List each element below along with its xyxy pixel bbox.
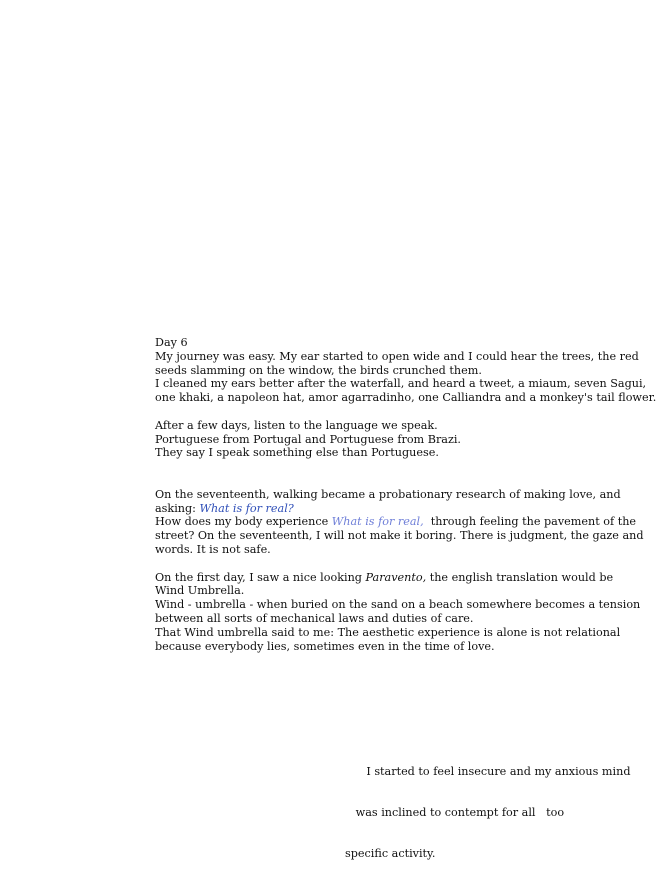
para4-line-1 [155, 571, 660, 585]
para4-line-6: because everybody lies, sometimes even in the time of love. [155, 639, 495, 653]
para2-line-2: Portuguese from Portugal and Portuguese from Brazi. [155, 432, 461, 446]
closing-line-3: specific activity. [345, 847, 436, 861]
closing-line-2: was inclined to contempt for all too [345, 805, 565, 819]
what-is-for-real-link-2[interactable]: What is for real, [331, 515, 424, 529]
para3-line-3-prefix: How does my body experience [155, 515, 332, 529]
para4-line-2: Wind Umbrella. [155, 584, 245, 598]
paragraph-gap-large [155, 460, 660, 488]
para1-line-4: one khaki, a napoleon hat, amor agarradinho, one Calliandra and a monkey's tail flower. [155, 391, 657, 405]
para4-line-3: Wind - umbrella - when buried on the sand on a beach somewhere becomes a tension [155, 598, 641, 612]
para1-line-2: seeds slamming on the window, the birds crunched them. [155, 363, 482, 377]
para2-line-3: They say I speak something else than Portuguese. [155, 446, 439, 460]
para4-line-1-suffix: the english translation would be [426, 570, 614, 584]
para3-line-5: words. It is not safe. [155, 542, 271, 556]
closing-line-1: I started to feel insecure and my anxious mind [345, 764, 631, 778]
para1-line-3: I cleaned my ears better after the waterfall, and heard a tweet, a miaum, seven Sagui, [155, 377, 647, 391]
para3-line-2-prefix: asking: [155, 501, 200, 515]
para4-line-5: That Wind umbrella said to me: The aesthetic experience is alone is not relational [155, 625, 621, 639]
closing-verse [345, 737, 655, 889]
paragraph-gap [155, 405, 660, 419]
what-is-for-real-link[interactable]: What is for real? [199, 501, 294, 515]
para1-line-1: My journey was easy. My ear started to open wide and I could hear the trees, the red [155, 349, 639, 363]
paravento-term: Paravento, [365, 570, 427, 584]
para3-line-3-suffix: through feeling the pavement of the [423, 515, 637, 529]
text-body [155, 336, 660, 653]
para3-line-2 [155, 502, 660, 516]
day-heading: Day 6 [155, 336, 188, 349]
para2-line-1: After a few days, listen to the language we speak. [155, 418, 438, 432]
para4-line-4: between all sorts of mechanical laws and duties of care. [155, 611, 474, 625]
para3-line-1: On the seventeenth, walking became a probationary research of making love, and [155, 487, 621, 501]
para3-line-4: street? On the seventeenth, I will not make it boring. There is judgment, the gaze and [155, 529, 644, 543]
paragraph-gap [155, 557, 660, 571]
para4-line-1-prefix: On the first day, I saw a nice looking [155, 570, 366, 584]
para3-line-3 [155, 515, 660, 529]
